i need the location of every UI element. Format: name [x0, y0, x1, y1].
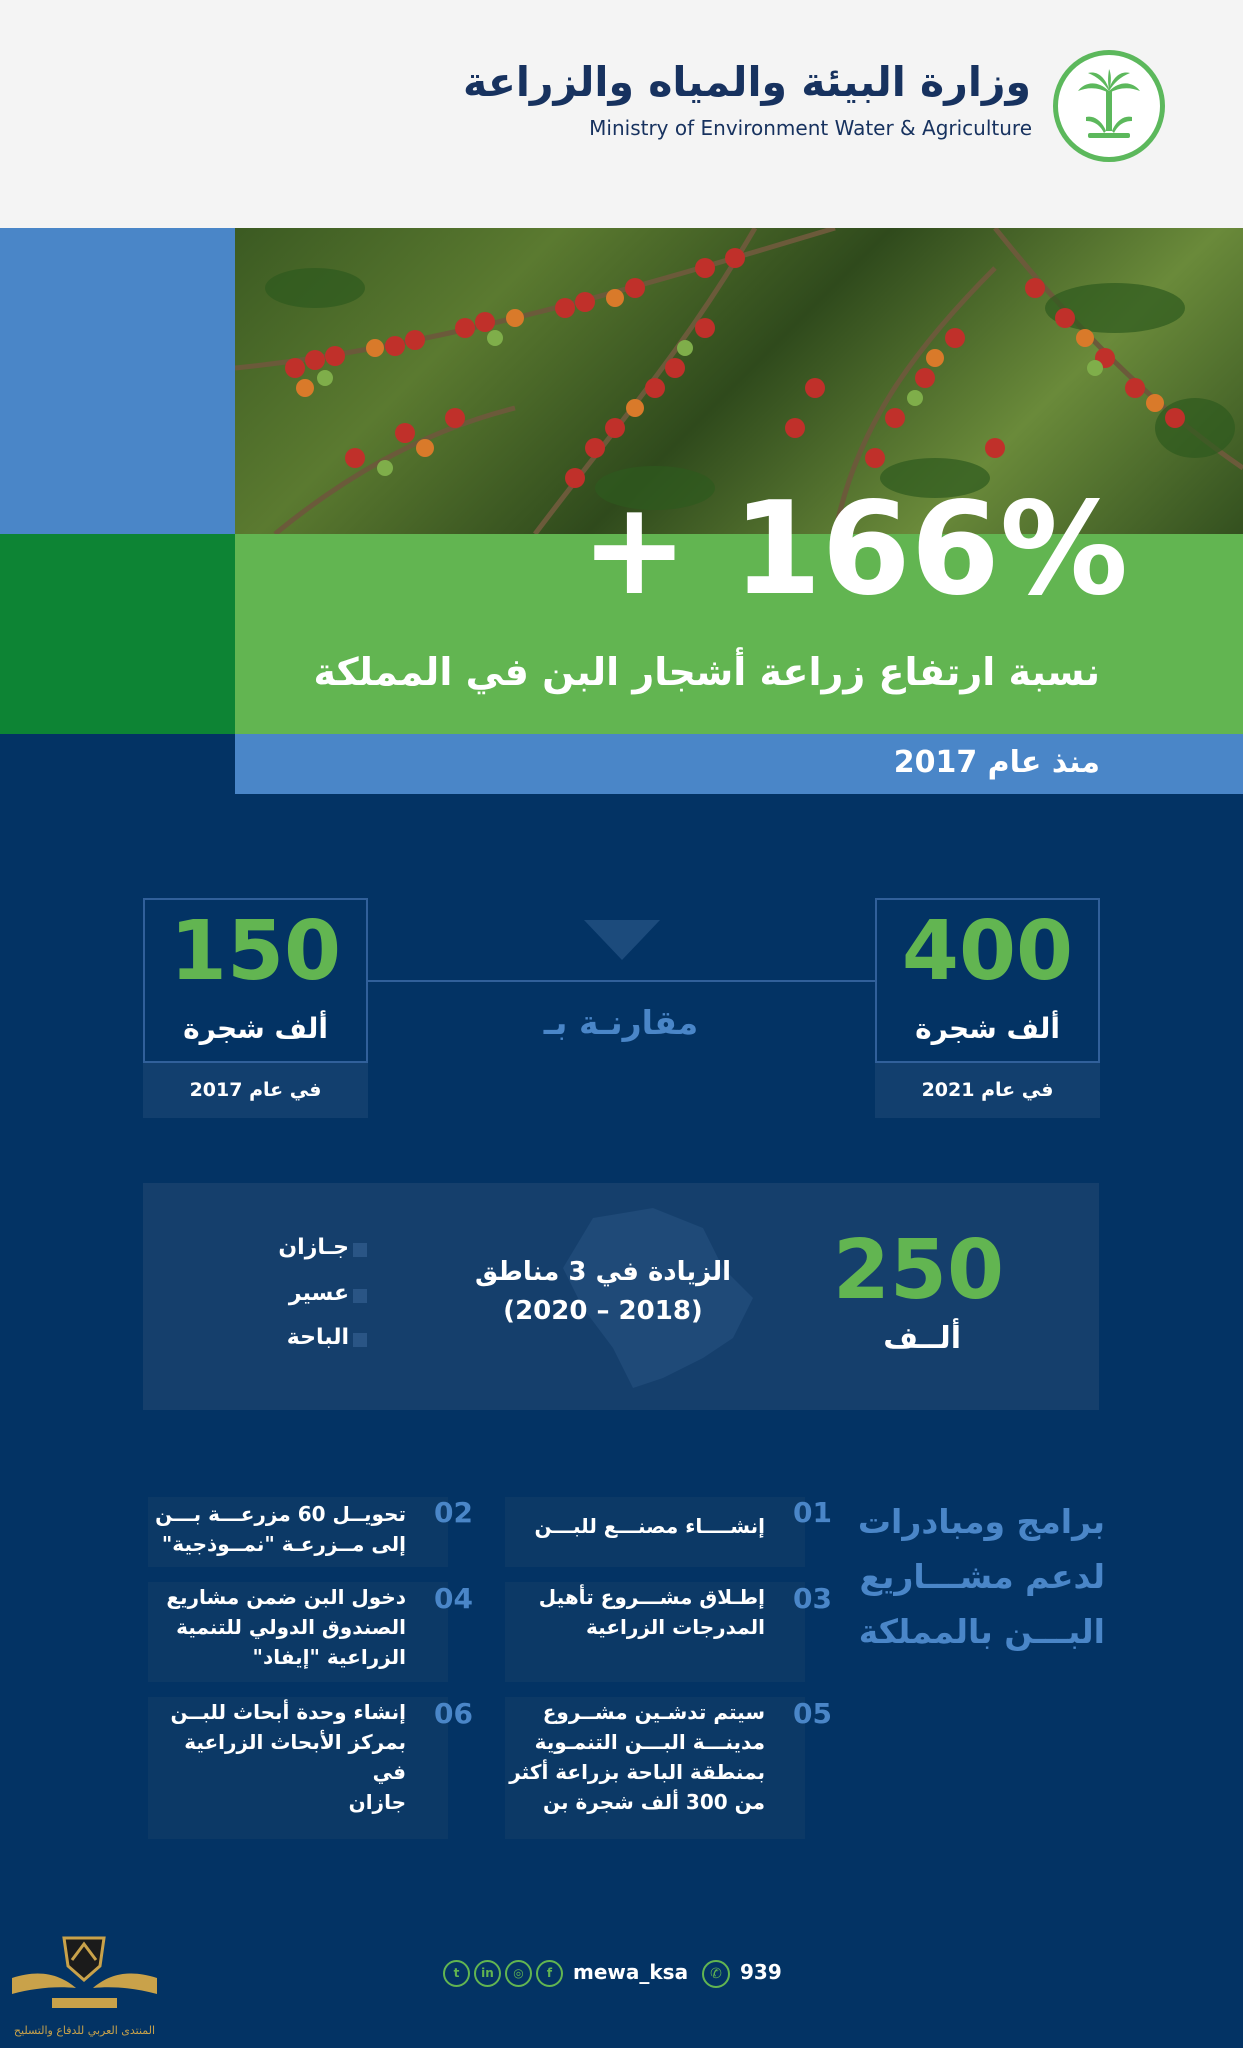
region-baha: الباحة	[286, 1325, 349, 1350]
social-handle[interactable]: mewa_ksa	[573, 1960, 689, 1984]
region-asir: عسير	[288, 1281, 349, 1306]
program-line: دخول البن ضمن مشاريع	[166, 1585, 406, 1609]
program-number: 01	[793, 1496, 832, 1529]
forum-watermark	[12, 1932, 157, 2044]
since-year: منذ عام 2017	[893, 745, 1100, 780]
palm-tree-icon	[1076, 69, 1142, 143]
program-line: تحويــل 60 مزرعـــة بـــن	[155, 1502, 406, 1526]
trees-2017-label: ألف شجرة	[183, 1012, 328, 1045]
region-bullet-icon	[353, 1243, 367, 1257]
phone-icon: ✆	[702, 1960, 730, 1988]
growth-description: نسبة ارتفاع زراعة أشجار البن في المملكة	[313, 650, 1100, 694]
program-number: 03	[793, 1582, 832, 1615]
programs-title	[858, 1494, 1105, 1659]
program-card-text	[155, 1499, 406, 1559]
program-line: المدرجات الزراعية	[586, 1615, 765, 1639]
program-card-02	[148, 1497, 448, 1567]
program-line: سيتم تدشـين مشــروع	[542, 1700, 765, 1724]
program-card-06	[148, 1697, 448, 1839]
regions-title-line1: الزيادة في 3 مناطق	[474, 1257, 732, 1287]
programs-title-line: لدعم مشـــاريع	[859, 1557, 1105, 1597]
trees-2021-value: 400	[901, 904, 1074, 999]
program-number: 06	[434, 1697, 473, 1730]
program-line: إنشــــاء مصنـــع للبـــن	[534, 1514, 765, 1538]
program-card-05	[505, 1697, 805, 1839]
facebook-icon[interactable]: f	[536, 1960, 563, 1987]
twitter-icon[interactable]: t	[443, 1960, 470, 1987]
program-line: الصندوق الدولي للتنمية	[176, 1615, 406, 1639]
growth-percentage: + 166%	[580, 475, 1128, 624]
region-jazan: جـازان	[278, 1235, 349, 1260]
program-card-text	[166, 1582, 406, 1672]
program-line: جازان	[348, 1790, 406, 1814]
regions-title	[453, 1253, 753, 1331]
programs-title-line: برامج ومبادرات	[857, 1502, 1105, 1541]
year-2017-label: في عام 2017	[143, 1063, 368, 1118]
program-card-text	[509, 1697, 765, 1817]
phone-number[interactable]: 939	[740, 1960, 782, 1984]
program-card-text	[539, 1582, 765, 1642]
trees-2021-label: ألف شجرة	[915, 1012, 1060, 1045]
compare-connector-line	[367, 980, 875, 982]
increase-value: 250	[832, 1223, 1004, 1318]
watermark-text: المنتدى العربي للدفاع والتسليح	[13, 2024, 156, 2037]
ministry-name-english: Ministry of Environment Water & Agriculture	[589, 116, 1032, 140]
decor-green-block	[0, 534, 235, 734]
linkedin-icon[interactable]: in	[474, 1960, 501, 1987]
program-card-text	[535, 1511, 766, 1541]
program-card-01	[505, 1497, 805, 1567]
decor-blue-block	[0, 228, 235, 534]
footer	[0, 1960, 1243, 2000]
compare-box-2017	[143, 898, 368, 1063]
trees-2017-value: 150	[169, 904, 342, 999]
programs-title-line: البـــن بالمملكة	[858, 1612, 1105, 1652]
ministry-logo	[1053, 50, 1165, 162]
header	[0, 0, 1243, 228]
program-number: 02	[434, 1496, 473, 1529]
program-line: مدينـــة البـــن التنمـوية	[534, 1730, 765, 1754]
program-line: إنشاء وحدة أبحاث للبــن	[170, 1700, 406, 1724]
region-bullet-icon	[353, 1289, 367, 1303]
compare-box-2021	[875, 898, 1100, 1063]
shield-wings-icon	[12, 1932, 157, 2022]
regions-panel	[143, 1183, 1099, 1410]
program-card-04	[148, 1582, 448, 1682]
program-line: الزراعية "إيفاد"	[252, 1645, 406, 1669]
year-2021-label: في عام 2021	[875, 1063, 1100, 1118]
regions-title-line2: (2018 – 2020)	[503, 1296, 703, 1326]
compare-text: مقارنـة بـ	[543, 1003, 699, 1042]
program-card-03	[505, 1582, 805, 1682]
compare-arrow-icon	[584, 920, 660, 960]
program-line: إلى مــزرعـة "نمــوذجية"	[161, 1532, 406, 1556]
program-line: بمركز الأبحاث الزراعية في	[184, 1730, 406, 1784]
program-number: 05	[793, 1697, 832, 1730]
program-line: بمنطقة الباحة بزراعة أكثر	[509, 1760, 765, 1784]
program-number: 04	[434, 1582, 473, 1615]
region-bullet-icon	[353, 1333, 367, 1347]
ministry-name-arabic: وزارة البيئة والمياه والزراعة	[462, 58, 1031, 106]
instagram-icon[interactable]: ◎	[505, 1960, 532, 1987]
program-line: من 300 ألف شجرة بن	[542, 1790, 765, 1814]
program-line: إطـلاق مشـــروع تأهيل	[538, 1585, 765, 1609]
program-card-text	[148, 1697, 406, 1817]
increase-unit: ألــف	[883, 1321, 961, 1356]
